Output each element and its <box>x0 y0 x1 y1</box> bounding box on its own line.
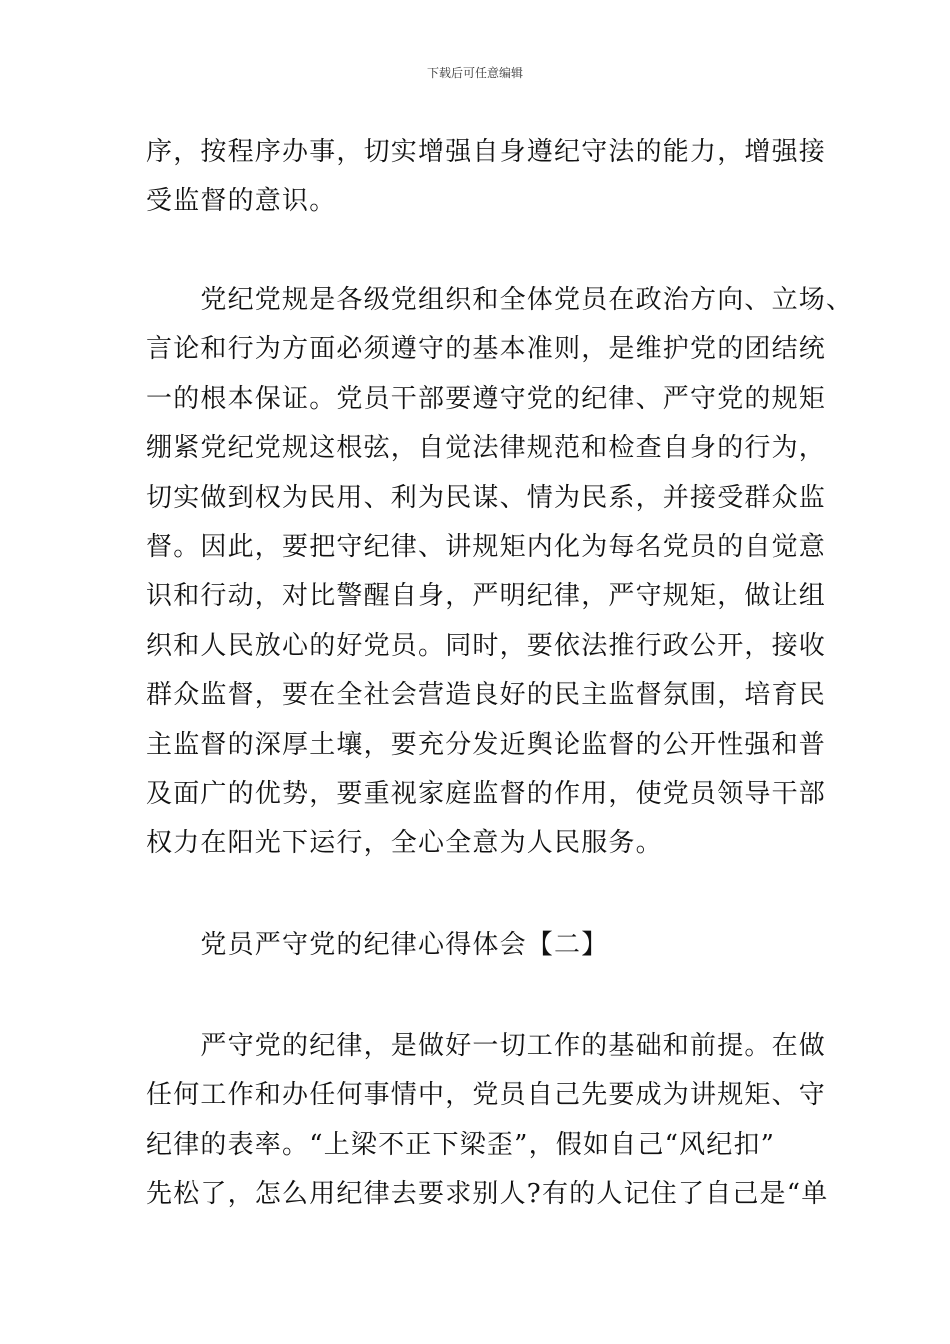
section-heading <box>146 921 836 970</box>
paragraph-2-line: 群众监督，要在全社会营造良好的民主监督氛围，培育民 <box>146 680 827 711</box>
paragraph-1 <box>146 128 836 227</box>
paragraph-2-line: 权力在阳光下运行，全心全意为人民服务。 <box>146 828 663 859</box>
paragraph-2-line: 及面广的优势，要重视家庭监督的作用，使党员领导干部 <box>146 779 827 810</box>
paragraph-1-line: 序，按程序办事，切实增强自身遵纪守法的能力，增强接 <box>146 137 827 167</box>
paragraph-3-line: 严守党的纪律，是做好一切工作的基础和前提。在做 <box>146 1031 827 1061</box>
paragraph-2-line: 督。因此，要把守纪律、讲规矩内化为每名党员的自觉意 <box>146 532 827 563</box>
page-header-note: 下载后可任意编辑 <box>426 66 523 80</box>
paragraph-2-line: 一的根本保证。党员干部要遵守党的纪律、严守党的规矩 <box>146 383 827 414</box>
section-heading-text: 党员严守党的纪律心得体会【二】 <box>146 930 609 960</box>
paragraph-2-line: 织和人民放心的好党员。同时，要依法推行政公开，接收 <box>146 630 827 661</box>
paragraph-3 <box>146 1022 836 1220</box>
paragraph-2-line: 党纪党规是各级党组织和全体党员在政治方向、立场、 <box>146 285 854 315</box>
paragraph-2-line: 主监督的深厚土壤，要充分发近舆论监督的公开性强和普 <box>146 729 827 760</box>
paragraph-2-line: 切实做到权为民用、利为民谋、情为民系，并接受群众监 <box>146 482 827 513</box>
paragraph-2 <box>146 276 854 869</box>
paragraph-2-line: 绷紧党纪党规这根弦，自觉法律规范和检查自身的行为， <box>146 433 827 464</box>
paragraph-2-line: 言论和行为方面必须遵守的基本准则，是维护党的团结统 <box>146 334 827 365</box>
paragraph-3-line: 纪律的表率。“上梁不正下梁歪”，假如自己“风纪扣” <box>146 1129 776 1160</box>
paragraph-1-line: 受监督的意识。 <box>146 186 337 217</box>
paragraph-3-line: 先松了，怎么用纪律去要求别人?有的人记住了自己是“单 <box>146 1179 829 1210</box>
paragraph-2-line: 识和行动，对比警醒自身，严明纪律，严守规矩，做让组 <box>146 581 827 612</box>
paragraph-3-line: 任何工作和办任何事情中，党员自己先要成为讲规矩、守 <box>146 1080 827 1111</box>
